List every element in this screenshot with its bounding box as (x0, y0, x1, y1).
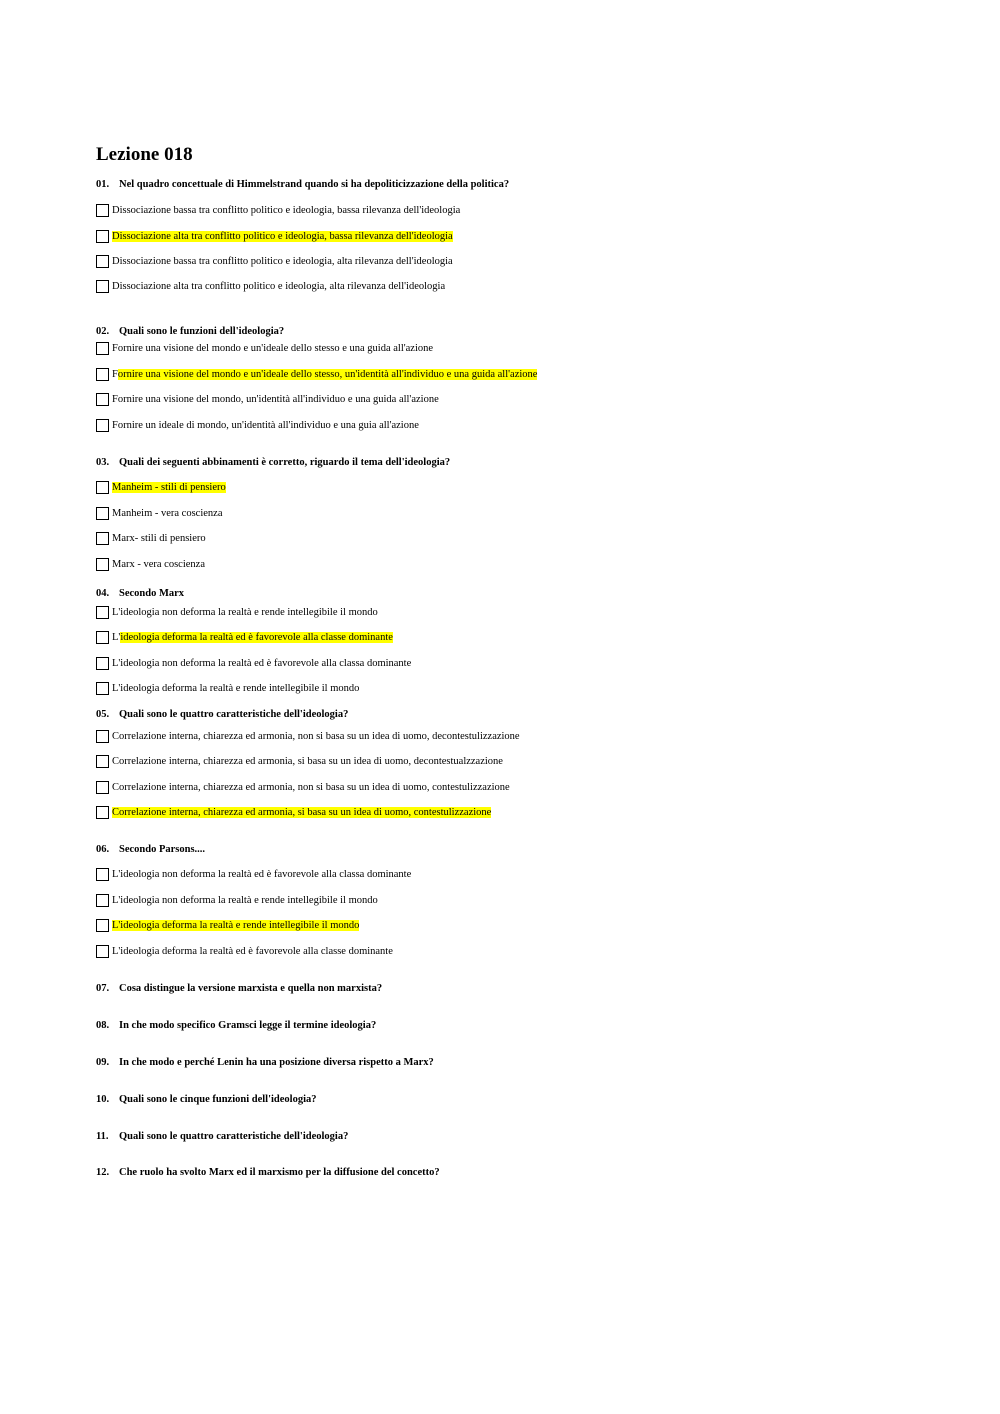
question-06 (96, 844, 205, 855)
answer-text-highlighted: L'ideologia deforma la realtà e rende intellegibile il mondo (112, 919, 360, 931)
question-number: 04. (96, 588, 110, 599)
answer-checkbox[interactable] (96, 280, 109, 293)
answer-text: Correlazione interna, chiarezza ed armonia, non si basa su un idea di uomo, decontestulizzazione (112, 730, 520, 742)
question-text: Quali sono le quattro caratteristiche dell'ideologia? (119, 709, 349, 720)
answer-checkbox[interactable] (96, 730, 109, 743)
answer-option[interactable] (96, 604, 378, 620)
answer-text: Dissociazione bassa tra conflitto politico e ideologia, alta rilevanza dell'ideologia (112, 255, 453, 267)
answer-text: Marx - vera coscienza (112, 558, 205, 570)
question-number: 01. (96, 179, 110, 190)
answer-checkbox[interactable] (96, 755, 109, 768)
answer-text: Marx- stili di pensiero (112, 532, 206, 544)
answer-checkbox[interactable] (96, 230, 109, 243)
page-title: Lezione 018 (96, 144, 193, 165)
question-01 (96, 179, 509, 190)
question-number: 08. (96, 1020, 110, 1031)
question-12 (96, 1167, 440, 1178)
answer-option-correct[interactable] (96, 479, 226, 495)
answer-text: L'ideologia deforma la realtà e rende intellegibile il mondo (112, 682, 360, 694)
question-text: Cosa distingue la versione marxista e quella non marxista? (119, 983, 383, 994)
answer-option[interactable] (96, 728, 520, 744)
question-number: 06. (96, 844, 110, 855)
question-text: In che modo specifico Gramsci legge il termine ideologia? (119, 1020, 377, 1031)
answer-text: Fornire una visione del mondo, un'identità all'individuo e una guida all'azione (112, 393, 439, 405)
question-text: Nel quadro concettuale di Himmelstrand quando si ha depoliticizzazione della politica? (119, 179, 510, 190)
question-number: 05. (96, 709, 110, 720)
answer-checkbox[interactable] (96, 682, 109, 695)
answer-text: L'ideologia deforma la realtà ed è favorevole alla classe dominante (112, 945, 393, 957)
answer-text: Correlazione interna, chiarezza ed armonia, si basa su un idea di uomo, decontestualzzazione (112, 755, 503, 767)
answer-option[interactable] (96, 391, 439, 407)
answer-text-highlighted: Correlazione interna, chiarezza ed armonia, si basa su un idea di uomo, contestulizzazione (112, 806, 492, 818)
answer-text: Dissociazione alta tra conflitto politico e ideologia, alta rilevanza dell'ideologia (112, 280, 446, 292)
answer-option[interactable] (96, 556, 205, 572)
answer-option[interactable] (96, 417, 419, 433)
question-number: 09. (96, 1057, 110, 1068)
answer-text: Fornire un ideale di mondo, un'identità all'individuo e una guia all'azione (112, 419, 419, 431)
question-number: 03. (96, 457, 110, 468)
answer-text-highlighted: ornire una visione del mondo e un'ideale dello stesso, un'identità all'individuo e una guida all'azione (117, 368, 538, 380)
question-number: 12. (96, 1167, 110, 1178)
answer-checkbox[interactable] (96, 606, 109, 619)
answer-text: Dissociazione bassa tra conflitto politico e ideologia, bassa rilevanza dell'ideologia (112, 204, 461, 216)
answer-option[interactable] (96, 278, 445, 294)
answer-checkbox[interactable] (96, 532, 109, 545)
answer-checkbox[interactable] (96, 255, 109, 268)
answer-option-correct[interactable] (96, 804, 491, 820)
answer-checkbox[interactable] (96, 781, 109, 794)
answer-checkbox[interactable] (96, 945, 109, 958)
question-02 (96, 326, 284, 337)
question-07 (96, 983, 382, 994)
question-08 (96, 1020, 376, 1031)
answer-text-prefix: L' (112, 631, 121, 643)
answer-checkbox[interactable] (96, 657, 109, 670)
answer-option-correct[interactable] (96, 917, 359, 933)
answer-checkbox[interactable] (96, 806, 109, 819)
answer-text: L'ideologia non deforma la realtà ed è favorevole alla classa dominante (112, 657, 412, 669)
answer-option-correct[interactable] (96, 366, 537, 382)
question-text: Secondo Marx (119, 588, 185, 599)
question-text: Che ruolo ha svolto Marx ed il marxismo per la diffusione del concetto? (119, 1167, 440, 1178)
answer-option-correct[interactable] (96, 629, 393, 645)
question-11 (96, 1131, 348, 1142)
question-05 (96, 709, 348, 720)
question-number: 10. (96, 1094, 110, 1105)
answer-text-highlighted: ideologia deforma la realtà ed è favorevole alla classe dominante (120, 631, 393, 643)
answer-option[interactable] (96, 655, 411, 671)
answer-text: Fornire una visione del mondo e un'ideale dello stesso e una guida all'azione (112, 342, 434, 354)
answer-option[interactable] (96, 505, 223, 521)
answer-checkbox[interactable] (96, 419, 109, 432)
answer-text-highlighted: Dissociazione alta tra conflitto politico e ideologia, bassa rilevanza dell'ideologia (112, 230, 453, 242)
answer-checkbox[interactable] (96, 204, 109, 217)
answer-option[interactable] (96, 892, 378, 908)
question-09 (96, 1057, 434, 1068)
answer-text: L'ideologia non deforma la realtà e rende intellegibile il mondo (112, 894, 378, 906)
answer-option[interactable] (96, 779, 510, 795)
answer-option[interactable] (96, 253, 453, 269)
answer-option[interactable] (96, 202, 460, 218)
answer-text: Manheim - vera coscienza (112, 507, 223, 519)
question-03 (96, 457, 450, 468)
question-text: Quali dei seguenti abbinamenti è corretto, riguardo il tema dell'ideologia? (119, 457, 451, 468)
answer-checkbox[interactable] (96, 919, 109, 932)
question-number: 11. (96, 1131, 109, 1142)
question-text: Secondo Parsons.... (119, 844, 206, 855)
answer-option[interactable] (96, 943, 393, 959)
answer-text: L'ideologia non deforma la realtà e rende intellegibile il mondo (112, 606, 378, 618)
answer-option[interactable] (96, 680, 359, 696)
answer-checkbox[interactable] (96, 342, 109, 355)
question-text: In che modo e perché Lenin ha una posizione diversa rispetto a Marx? (119, 1057, 434, 1068)
answer-checkbox[interactable] (96, 868, 109, 881)
answer-checkbox[interactable] (96, 507, 109, 520)
answer-option[interactable] (96, 753, 503, 769)
answer-text: L'ideologia non deforma la realtà ed è favorevole alla classa dominante (112, 868, 412, 880)
answer-checkbox[interactable] (96, 631, 109, 644)
question-04 (96, 588, 184, 599)
answer-checkbox[interactable] (96, 368, 109, 381)
question-10 (96, 1094, 317, 1105)
answer-option[interactable] (96, 866, 411, 882)
answer-checkbox[interactable] (96, 894, 109, 907)
answer-option[interactable] (96, 340, 433, 356)
question-text: Quali sono le quattro caratteristiche dell'ideologia? (119, 1131, 349, 1142)
answer-checkbox[interactable] (96, 393, 109, 406)
answer-text-prefix: F (112, 368, 118, 380)
answer-checkbox[interactable] (96, 481, 109, 494)
answer-text: Correlazione interna, chiarezza ed armonia, non si basa su un idea di uomo, contestulizzazione (112, 781, 510, 793)
question-text: Quali sono le funzioni dell'ideologia? (119, 326, 285, 337)
answer-text-highlighted: Manheim - stili di pensiero (112, 481, 226, 493)
question-number: 02. (96, 326, 110, 337)
answer-option[interactable] (96, 530, 206, 546)
answer-checkbox[interactable] (96, 558, 109, 571)
question-text: Quali sono le cinque funzioni dell'ideologia? (119, 1094, 317, 1105)
question-number: 07. (96, 983, 110, 994)
answer-option-correct[interactable] (96, 228, 453, 244)
